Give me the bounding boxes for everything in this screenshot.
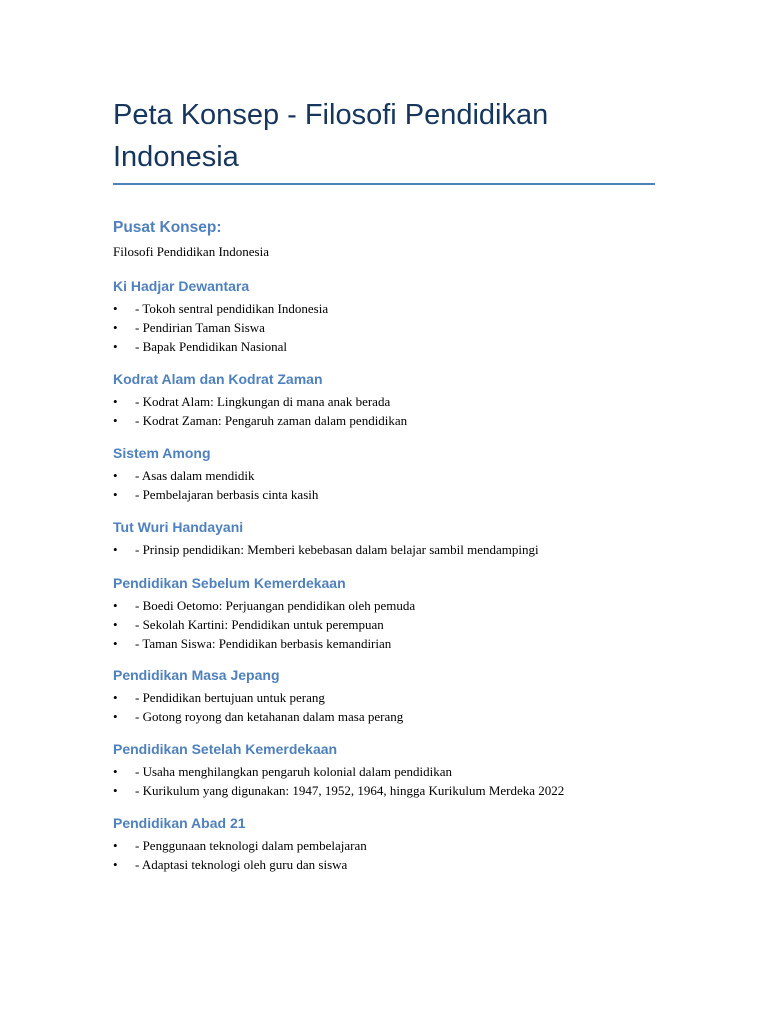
bullet-icon: •: [113, 301, 118, 316]
list-item: [113, 337, 655, 356]
section-ki-hadjar-dewantara: [113, 277, 655, 356]
list-item: [113, 411, 655, 430]
list-item: [113, 707, 655, 726]
title-divider: [113, 183, 655, 185]
list-item-text: - Pendirian Taman Siswa: [135, 320, 265, 335]
list-item: [113, 318, 655, 337]
bullet-icon: •: [113, 636, 118, 651]
list-item-text: - Kurikulum yang digunakan: 1947, 1952, 1964, hingga Kurikulum Merdeka 2022: [135, 783, 565, 798]
list-item-text: - Sekolah Kartini: Pendidikan untuk perempuan: [135, 617, 384, 632]
section-pendidikan-abad-21: [113, 814, 655, 874]
list-item: [113, 615, 655, 634]
list-item-text: - Bapak Pendidikan Nasional: [135, 339, 287, 354]
list-item: [113, 634, 655, 653]
list-item: [113, 836, 655, 855]
bullet-list: [113, 392, 655, 430]
bullet-icon: •: [113, 617, 118, 632]
bullet-icon: •: [113, 690, 118, 705]
bullet-icon: •: [113, 709, 118, 724]
list-item: [113, 762, 655, 781]
list-item-text: - Taman Siswa: Pendidikan berbasis kemandirian: [135, 636, 392, 651]
center-concept-text: Filosofi Pendidikan Indonesia: [113, 244, 269, 259]
list-item: [113, 540, 655, 559]
bullet-list: [113, 596, 655, 653]
section-heading: Sistem Among: [113, 445, 211, 461]
bullet-list: [113, 299, 655, 356]
bullet-icon: •: [113, 468, 118, 483]
bullet-list: [113, 540, 655, 559]
bullet-icon: •: [113, 413, 118, 428]
bullet-icon: •: [113, 783, 118, 798]
section-sistem-among: [113, 444, 655, 504]
list-item: [113, 392, 655, 411]
bullet-icon: •: [113, 320, 118, 335]
list-item: [113, 596, 655, 615]
bullet-icon: •: [113, 857, 118, 872]
section-heading: Pendidikan Abad 21: [113, 815, 246, 831]
list-item-text: - Penggunaan teknologi dalam pembelajaran: [135, 838, 367, 853]
section-pendidikan-sebelum-kemerdekaan: [113, 574, 655, 653]
list-item-text: - Usaha menghilangkan pengaruh kolonial dalam pendidikan: [135, 764, 452, 779]
list-item: [113, 466, 655, 485]
list-item-text: - Gotong royong dan ketahanan dalam masa perang: [135, 709, 404, 724]
list-item-text: - Kodrat Zaman: Pengaruh zaman dalam pendidikan: [135, 413, 408, 428]
section-heading: Kodrat Alam dan Kodrat Zaman: [113, 371, 323, 387]
section-heading: Pendidikan Setelah Kemerdekaan: [113, 741, 338, 757]
list-item: [113, 688, 655, 707]
bullet-icon: •: [113, 838, 118, 853]
list-item-text: - Kodrat Alam: Lingkungan di mana anak berada: [135, 394, 391, 409]
section-pendidikan-setelah-kemerdekaan: [113, 740, 655, 800]
bullet-list: [113, 466, 655, 504]
bullet-icon: •: [113, 542, 118, 557]
bullet-list: [113, 688, 655, 726]
list-item: [113, 781, 655, 800]
list-item-text: - Prinsip pendidikan: Memberi kebebasan dalam belajar sambil mendampingi: [135, 542, 539, 557]
bullet-icon: •: [113, 598, 118, 613]
bullet-list: [113, 836, 655, 874]
list-item-text: - Adaptasi teknologi oleh guru dan siswa: [135, 857, 348, 872]
section-heading: Ki Hadjar Dewantara: [113, 278, 250, 294]
section-pendidikan-masa-jepang: [113, 666, 655, 726]
list-item-text: - Pendidikan bertujuan untuk perang: [135, 690, 325, 705]
section-tut-wuri-handayani: [113, 518, 655, 559]
section-heading: Pendidikan Masa Jepang: [113, 667, 280, 683]
section-heading: Pendidikan Sebelum Kemerdekaan: [113, 575, 346, 591]
list-item: [113, 299, 655, 318]
list-item-text: - Pembelajaran berbasis cinta kasih: [135, 487, 319, 502]
bullet-icon: •: [113, 394, 118, 409]
list-item: [113, 855, 655, 874]
bullet-list: [113, 762, 655, 800]
list-item-text: - Asas dalam mendidik: [135, 468, 255, 483]
section-kodrat-alam-zaman: [113, 370, 655, 430]
section-heading: Tut Wuri Handayani: [113, 519, 244, 535]
document-page: [113, 94, 655, 874]
center-concept-heading: Pusat Konsep:: [113, 219, 222, 236]
list-item: [113, 485, 655, 504]
bullet-icon: •: [113, 339, 118, 354]
bullet-icon: •: [113, 487, 118, 502]
bullet-icon: •: [113, 764, 118, 779]
list-item-text: - Boedi Oetomo: Perjuangan pendidikan oleh pemuda: [135, 598, 416, 613]
list-item-text: - Tokoh sentral pendidikan Indonesia: [135, 301, 329, 316]
document-title: Peta Konsep - Filosofi Pendidikan Indonesia: [113, 99, 549, 173]
